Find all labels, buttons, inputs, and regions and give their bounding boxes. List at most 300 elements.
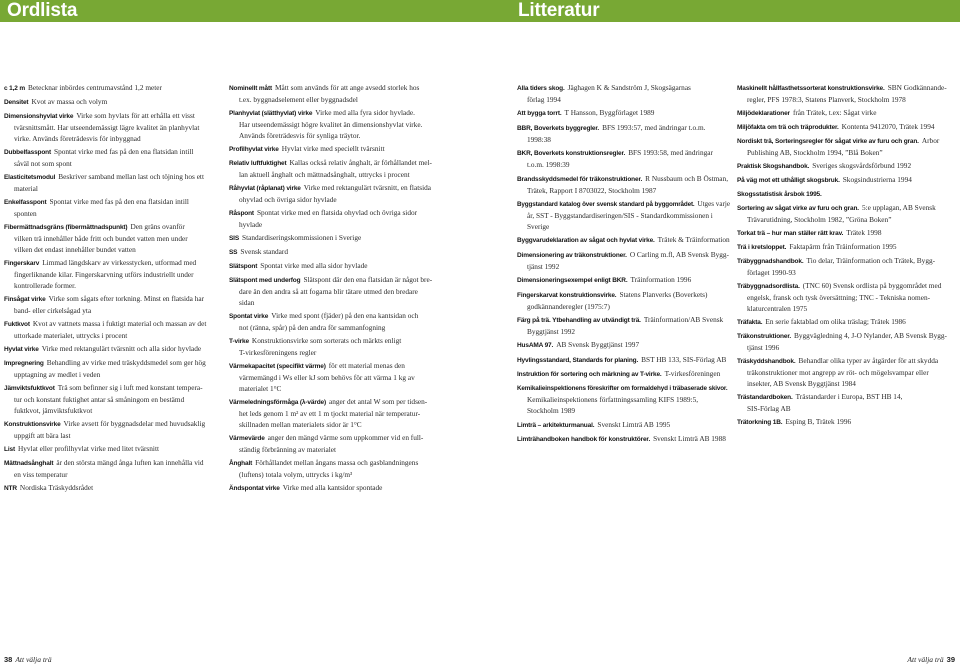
definition-text: Betecknar inbördes centrumavstånd 1,2 meter (28, 83, 162, 92)
reference-details: 5:e upplagan, AB Svensk (861, 203, 936, 212)
reference-line (517, 173, 730, 185)
reference-entry (517, 147, 730, 170)
reference-line (737, 342, 953, 353)
reference-entry (517, 382, 730, 416)
reference-line (737, 82, 953, 94)
definition-line (4, 369, 222, 380)
definition-line (229, 82, 452, 94)
reference-line (737, 330, 953, 342)
reference-title: Träfakta. (737, 319, 763, 326)
definition-text: anger den mängd värme som uppkommer vid en full- (267, 433, 424, 442)
glossary-term: SS (229, 249, 238, 256)
reference-entry (517, 234, 730, 246)
glossary-term: Relativ luftfuktighet (229, 160, 287, 167)
definition-line (229, 408, 452, 419)
glossary-entry (4, 110, 222, 144)
definition-text: hyvlade (239, 220, 263, 229)
reference-entry (737, 82, 953, 105)
definition-line (229, 157, 452, 169)
reference-title: Sortering av sågat virke av furu och gran. (737, 205, 859, 212)
definition-text: Virke som sågats efter torkning. Minst en flatsida har (48, 294, 205, 303)
page-title-litteratur: Litteratur (518, 0, 600, 21)
reference-line (737, 280, 953, 292)
definition-line (4, 394, 222, 405)
definition-text: Beskriver samband mellan last och töjning hos ett (58, 172, 204, 181)
reference-title: Kemikalieinspektionens föreskrifter om formaldehyd i träbaserade skivor. (517, 385, 728, 393)
reference-line (737, 403, 953, 414)
reference-entry (737, 241, 953, 253)
definition-text: Förhållandet mellan ångans massa och gasblandningens (255, 458, 419, 467)
glossary-entry (4, 257, 222, 291)
glossary-entry (229, 82, 452, 105)
glossary-entry (4, 357, 222, 380)
reference-details: Kontenta 9412070, Trätek 1994 (841, 122, 935, 131)
reference-line (517, 122, 730, 134)
reference-line (517, 382, 728, 394)
reference-entry (517, 107, 730, 119)
definition-line (229, 432, 452, 444)
glossary-entry (229, 246, 452, 258)
glossary-entry (4, 82, 222, 94)
glossary-entry (4, 196, 222, 219)
glossary-term: c 1,2 m (4, 85, 25, 92)
reference-line (517, 289, 730, 301)
reference-line (517, 147, 730, 159)
definition-line (4, 257, 222, 269)
reference-details: Sverige (527, 221, 550, 231)
reference-line (737, 316, 953, 328)
definition-text: Nordiska Träskyddsrådet (19, 483, 94, 492)
page-title-ordlista: Ordlista (7, 0, 78, 21)
reference-details: Kemikalieinspektionens författningssamling KIFS 1989:5, (527, 395, 699, 405)
definition-line (4, 430, 222, 441)
glossary-term: Elasticitetsmodul (4, 174, 56, 181)
definition-line (4, 482, 222, 494)
reference-entry (517, 274, 730, 286)
definition-text: Spontat virke med fas på den ena flatsidan intill (49, 197, 189, 206)
definition-line (4, 318, 222, 330)
reference-entry (517, 122, 730, 145)
definition-line (4, 469, 222, 480)
reference-entry (737, 355, 953, 389)
glossary-entry (229, 457, 452, 480)
reference-title: Trä i kretsloppet. (737, 244, 787, 251)
reference-details: Faktapärm från Träinformation 1995 (789, 242, 897, 251)
glossary-entry (229, 360, 452, 394)
reference-title: Fingerskarvat konstruktionsvirke. (517, 291, 617, 299)
definition-line (4, 82, 222, 94)
glossary-term: Spontat virke (229, 313, 269, 320)
glossary-entry (229, 274, 452, 308)
definition-text: Kallas också relativ ånghalt, är förhållandet mel- (289, 158, 432, 167)
reference-title: BBR, Boverkets byggregler. (517, 124, 600, 132)
definition-text: Trä som befinner sig i luft med konstant tempera- (57, 383, 203, 392)
glossary-entry (4, 146, 222, 169)
definition-text: Hyvlat eller profilhyvlat virke med litet tvärsnitt (17, 444, 160, 453)
definition-line (229, 457, 452, 469)
reference-details: R Nussbaum och B Östman, (645, 173, 729, 183)
reference-line (737, 267, 953, 278)
definition-text: fingerliknande kilar. Fingerskarvning utförs industriellt under (14, 270, 194, 279)
reference-title: Brandsskyddsmedel för träkonstruktioner. (517, 175, 643, 183)
reference-title: Maskinellt hållfasthetssorterat konstruktionsvirke. (737, 85, 885, 92)
definition-line (4, 133, 222, 144)
reference-details: förlag 1994 (527, 95, 561, 104)
glossary-term: Jämviktsfuktkvot (4, 385, 55, 392)
definition-text: Standardiseringskommissionen i Sverige (242, 233, 362, 242)
definition-text: ständig förbränning av materialet (239, 445, 337, 454)
reference-entry (737, 280, 953, 314)
reference-title: Instruktion för sortering och märkning av T-virke. (517, 371, 662, 379)
definition-line (229, 94, 452, 105)
glossary-entry (229, 260, 452, 272)
definition-line (229, 419, 452, 430)
reference-line (737, 174, 953, 186)
reference-details: Utges varje (697, 198, 730, 208)
reference-column-2 (737, 82, 953, 642)
glossary-entry (229, 182, 452, 205)
reference-entry (517, 368, 730, 380)
reference-details: Stockholm 1989 (527, 406, 576, 416)
reference-details: T Hansson, Byggförlaget 1989 (564, 108, 655, 118)
definition-line (4, 280, 222, 291)
definition-text: material (14, 184, 38, 193)
reference-line (737, 94, 953, 105)
reference-details: Träinformation/AB Svensk (643, 314, 724, 324)
definition-text: Konstruktionsvirke som sorterats och märkts enligt (251, 336, 402, 345)
reference-line (737, 188, 953, 200)
definition-text: sponten (14, 209, 37, 218)
glossary-entry (4, 293, 222, 316)
definition-text: Kvot av vattnets massa i fuktigt material och massan av det (32, 319, 207, 328)
definition-line (229, 143, 452, 155)
reference-line (517, 185, 730, 196)
definition-line (229, 335, 452, 347)
definition-line (4, 293, 222, 305)
reference-line (737, 255, 953, 267)
glossary-term: Slätspont (229, 263, 258, 270)
glossary-entry (229, 335, 452, 358)
reference-line (517, 314, 730, 326)
definition-text: Virke med rektangulärt tvärsnitt och alla sidor hyvlade (41, 344, 202, 353)
definition-line (4, 221, 222, 233)
reference-details: godkännanderegler (1975:7) (527, 301, 610, 311)
reference-title: Nordiskt trä, Sorteringsregler för sågat virke av furu och gran. (737, 138, 919, 145)
definition-text: Virke med rektangulärt tvärsnitt, en flatsida (303, 183, 431, 192)
glossary-term: Nominellt mått (229, 85, 273, 92)
reference-details: Trätek & Träinformation (657, 235, 730, 245)
reference-line (517, 326, 730, 337)
reference-entry (517, 419, 730, 431)
glossary-term: Värmevärde (229, 435, 265, 442)
reference-line (517, 368, 730, 380)
definition-text: Virke med alla fyra sidor hyvlade. (315, 108, 415, 117)
reference-title: BKR, Boverkets konstruktionsregler. (517, 150, 626, 158)
glossary-term: Dubbelfasspont (4, 149, 52, 156)
glossary-term: T-virke (229, 338, 249, 345)
definition-line (4, 343, 222, 355)
glossary-term: Densitet (4, 99, 29, 106)
reference-details: Sveriges skogsvårdsförbund 1992 (812, 161, 912, 170)
definition-line (4, 110, 222, 122)
definition-text: T-virkesföreningens regler (239, 348, 317, 357)
glossary-term: List (4, 446, 15, 453)
reference-title: Färg på trä. Ytbehandling av utvändigt trä. (517, 316, 641, 324)
glossary-term: Värmekapacitet (specifikt värme) (229, 363, 326, 370)
definition-text: tur och konstant fuktighet antar så småningom en bestämd (14, 395, 185, 404)
reference-entry (517, 173, 730, 196)
reference-details: regler, PFS 1978:3, Statens Planverk, Stockholm 1978 (747, 95, 906, 104)
glossary-term: Råhyvlat (råplanat) virke (229, 185, 301, 192)
reference-entry (517, 198, 730, 232)
glossary-entry (4, 318, 222, 341)
reference-line (737, 241, 953, 253)
definition-text: not (ränna, spår) på den andra för sammanfogning (239, 323, 386, 332)
reference-line (517, 249, 730, 261)
reference-line (737, 147, 953, 158)
definition-text: skillnaden mellan materialets sidor är 1°C (239, 420, 362, 429)
glossary-term: Ånghalt (229, 460, 253, 467)
reference-line (517, 234, 729, 246)
definition-text: Spontat virke med fas på den ena flatsidan intill (54, 147, 194, 156)
reference-title: Träbyggnadsordlista. (737, 283, 800, 290)
reference-details: SBN Godkännande- (887, 83, 947, 92)
reference-line (517, 210, 730, 221)
reference-line (517, 419, 730, 431)
reference-entry (517, 314, 730, 337)
glossary-entry (4, 457, 222, 480)
reference-details: Arbor (921, 136, 940, 145)
glossary-entry (229, 207, 452, 230)
definition-line (229, 396, 452, 408)
reference-title: På väg mot ett uthålligt skogsbruk. (737, 177, 840, 184)
glossary-term: Planhyvlat (slätthyvlat) virke (229, 110, 313, 117)
reference-entry (737, 202, 953, 225)
reference-line (517, 94, 730, 105)
reference-details: SIS-Förlag AB (747, 404, 791, 413)
definition-line (4, 457, 222, 469)
reference-line (517, 198, 730, 210)
reference-details: träkonstruktioner mot angrepp av röt- och mögelsvampar eller (747, 368, 929, 377)
reference-details: Byggtjänst 1992 (527, 326, 576, 336)
definition-line (4, 208, 222, 219)
definition-line (4, 96, 222, 108)
definition-line (4, 269, 222, 280)
reference-line (737, 378, 953, 389)
reference-entry (737, 160, 953, 172)
definition-line (229, 232, 452, 244)
glossary-entry (4, 443, 222, 455)
reference-details: förlaget 1990-93 (747, 268, 796, 277)
definition-line (229, 246, 452, 258)
glossary-entry (229, 157, 452, 180)
reference-title: Trästandardboken. (737, 394, 793, 401)
reference-title: Träkonstruktioner. (737, 333, 792, 340)
reference-line (517, 82, 730, 94)
reference-details: klaturcentralen 1975 (747, 304, 808, 313)
definition-text: Virke som hyvlats för att erhålla ett visst (76, 111, 195, 120)
reference-line (737, 303, 953, 314)
definition-text: tvärsnittsmått. Har utseendemässigt lägre kvalitet än planhyvlat (14, 123, 200, 132)
reference-details: Trästandarder i Europa, BST HB 14, (795, 392, 903, 401)
reference-details: Svenskt Limträ AB 1988 (653, 434, 726, 444)
reference-details: (TNC 60) Svensk ordlista på byggområdet med (802, 281, 942, 290)
reference-details: Trätek 1998 (846, 228, 882, 237)
glossary-entry (4, 343, 222, 355)
definition-line (229, 219, 452, 230)
definition-text: t.ex. byggnadselement eller byggnadsdel (239, 95, 358, 104)
glossary-term: Konstruktionsvirke (4, 421, 61, 428)
definition-text: Mått som används för att ange avsedd storlek hos (275, 83, 420, 92)
definition-line (229, 297, 452, 308)
definition-line (229, 169, 452, 180)
reference-entry (517, 433, 730, 445)
reference-line (517, 339, 730, 351)
glossary-entry (229, 310, 452, 333)
reference-entry (517, 82, 730, 105)
reference-entry (517, 354, 730, 366)
reference-details: BFS 1993:58, med ändringar (628, 148, 713, 158)
glossary-term: Finsågat virke (4, 296, 46, 303)
reference-details: BFS 1993:57, med ändringar t.o.m. (602, 122, 706, 132)
glossary-term: Fibermättnadsgräns (fibermättnadspunkt) (4, 224, 128, 231)
definition-line (229, 260, 452, 272)
reference-title: Träbyggnadshandbok. (737, 258, 804, 265)
definition-line (4, 305, 222, 316)
glossary-entry (4, 418, 222, 441)
definition-text: vilken trä innehåller både fritt och bundet vatten men under (14, 234, 188, 243)
reference-line (737, 135, 953, 147)
page-number-left: 38 (4, 655, 13, 664)
reference-details: O Carling m.fl, AB Svensk Bygg- (629, 249, 729, 259)
reference-line (737, 107, 953, 119)
glossary-entry (4, 96, 222, 108)
definition-text: Virke med alla kantsidor spontade (282, 483, 383, 492)
reference-line (737, 367, 953, 378)
glossary-term: Fuktkvot (4, 321, 30, 328)
definition-text: (luftens) totala volym, uttrycks i kg/m³ (239, 470, 353, 479)
definition-text: Virke med spont (fjäder) på den ena kantsidan och (271, 311, 419, 320)
reference-title: Praktisk Skogshandbok. (737, 163, 810, 170)
definition-line (229, 130, 452, 141)
definition-text: sidan (239, 298, 255, 307)
glossary-entry (229, 107, 452, 141)
definition-line (4, 330, 222, 341)
reference-details: Trätek, Rapport I 8703022, Stockholm 1987 (527, 185, 657, 195)
reference-details: AB Svensk Byggtjänst 1997 (556, 340, 640, 350)
reference-entry (737, 416, 953, 428)
reference-entry (737, 135, 953, 158)
glossary-entry (229, 396, 452, 430)
glossary-entry (229, 432, 452, 455)
reference-details: tjänst 1992 (527, 261, 560, 271)
glossary-term: Enkelfasspont (4, 199, 47, 206)
glossary-entry (229, 143, 452, 155)
definition-line (4, 233, 222, 244)
definition-text: kontrollerade former. (14, 281, 76, 290)
footer-left (4, 655, 55, 665)
definition-line (4, 122, 222, 133)
glossary-entry (229, 232, 452, 244)
reference-details: Svenskt Limträ AB 1995 (597, 419, 671, 429)
definition-line (4, 183, 222, 194)
reference-details: Tio delar, Träinformation och Trätek, Bygg- (806, 256, 936, 265)
page-number-right: 39 (946, 655, 955, 664)
definition-line (229, 182, 452, 194)
definition-text: Hyvlat virke med speciellt tvärsnitt (281, 144, 385, 153)
definition-text: Kvot av massa och volym (31, 97, 108, 106)
reference-details: insekter, AB Svensk Byggtjänst 1984 (747, 379, 856, 388)
reference-line (737, 227, 953, 239)
reference-details: Behandlar olika typer av åtgärder för att skydda (798, 356, 939, 365)
reference-line (737, 355, 953, 367)
reference-title: Hyvlingsstandard, Standards for planing. (517, 356, 639, 364)
reference-line (737, 202, 953, 214)
header-bar (0, 0, 960, 22)
definition-line (4, 171, 222, 183)
definition-line (229, 194, 452, 205)
definition-line (229, 207, 452, 219)
reference-details: år, SST - Byggstandardiseringen/SIS - Standardkommissionen i (527, 210, 713, 220)
definition-line (229, 286, 452, 297)
reference-line (517, 301, 730, 312)
reference-details: T-virkesföreningen (664, 369, 721, 379)
reference-title: Byggstandard katalog över svensk standard på byggområdet. (517, 200, 695, 208)
glossary-term: Råspont (229, 210, 254, 217)
reference-details: BST HB 133, SIS-Förlag AB (641, 354, 727, 364)
definition-line (229, 372, 452, 383)
definition-line (4, 382, 222, 394)
reference-details: Jäghagen K & Sandström J, Skogsägarnas (567, 83, 691, 92)
reference-details: från Trätek, t.ex: Sågat virke (792, 108, 877, 117)
definition-text: band- eller cirkelsågad yta (14, 306, 92, 315)
reference-line (737, 214, 953, 225)
reference-entry (737, 255, 953, 278)
reference-entry (517, 339, 730, 351)
reference-entry (737, 121, 953, 133)
running-title-right: Att välja trä (907, 655, 944, 664)
glossary-entry (4, 221, 222, 255)
glossary-term: Mättnadsånghalt (4, 460, 54, 467)
reference-details: Skogsindustrierna 1994 (842, 175, 912, 184)
definition-line (229, 347, 452, 358)
glossary-term: Värmeledningsförmåga (λ-värde) (229, 399, 327, 406)
reference-details: tjänst 1996 (747, 343, 780, 352)
glossary-term: NTR (4, 485, 17, 492)
reference-line (517, 107, 730, 119)
definition-text: materialet 1°C (239, 384, 282, 393)
reference-details: Byggvägledning 4, J-O Nylander, AB Svensk Bygg- (794, 331, 947, 340)
reference-details: En serie faktablad om olika träslag; Trätek 1986 (765, 317, 906, 326)
reference-entry (737, 188, 953, 200)
definition-text: en viss temperatur (14, 470, 68, 479)
definition-text: uttorkade materialet, uttrycks i procent (14, 331, 128, 340)
definition-line (229, 360, 452, 372)
glossary-entry (229, 482, 452, 494)
glossary-column-1 (4, 82, 222, 642)
definition-text: Virke avsett för byggnadsdelar med huvudsaklig (63, 419, 206, 428)
definition-line (229, 322, 452, 333)
reference-details: Trävarutidning, Stockholm 1982, ”Gröna Boken” (747, 215, 892, 224)
reference-title: Skogsstatistisk årsbok 1995. (737, 191, 822, 198)
reference-details: Statens Planverks (Boverkets) (619, 289, 708, 299)
glossary-term: Slätspont med underfog (229, 277, 301, 284)
reference-title: Limträhandboken handbok för konstruktörer. (517, 436, 651, 444)
definition-text: för ett material menas den (328, 361, 405, 370)
reference-line (737, 292, 953, 303)
footer-right (904, 655, 955, 665)
reference-line (517, 433, 730, 445)
